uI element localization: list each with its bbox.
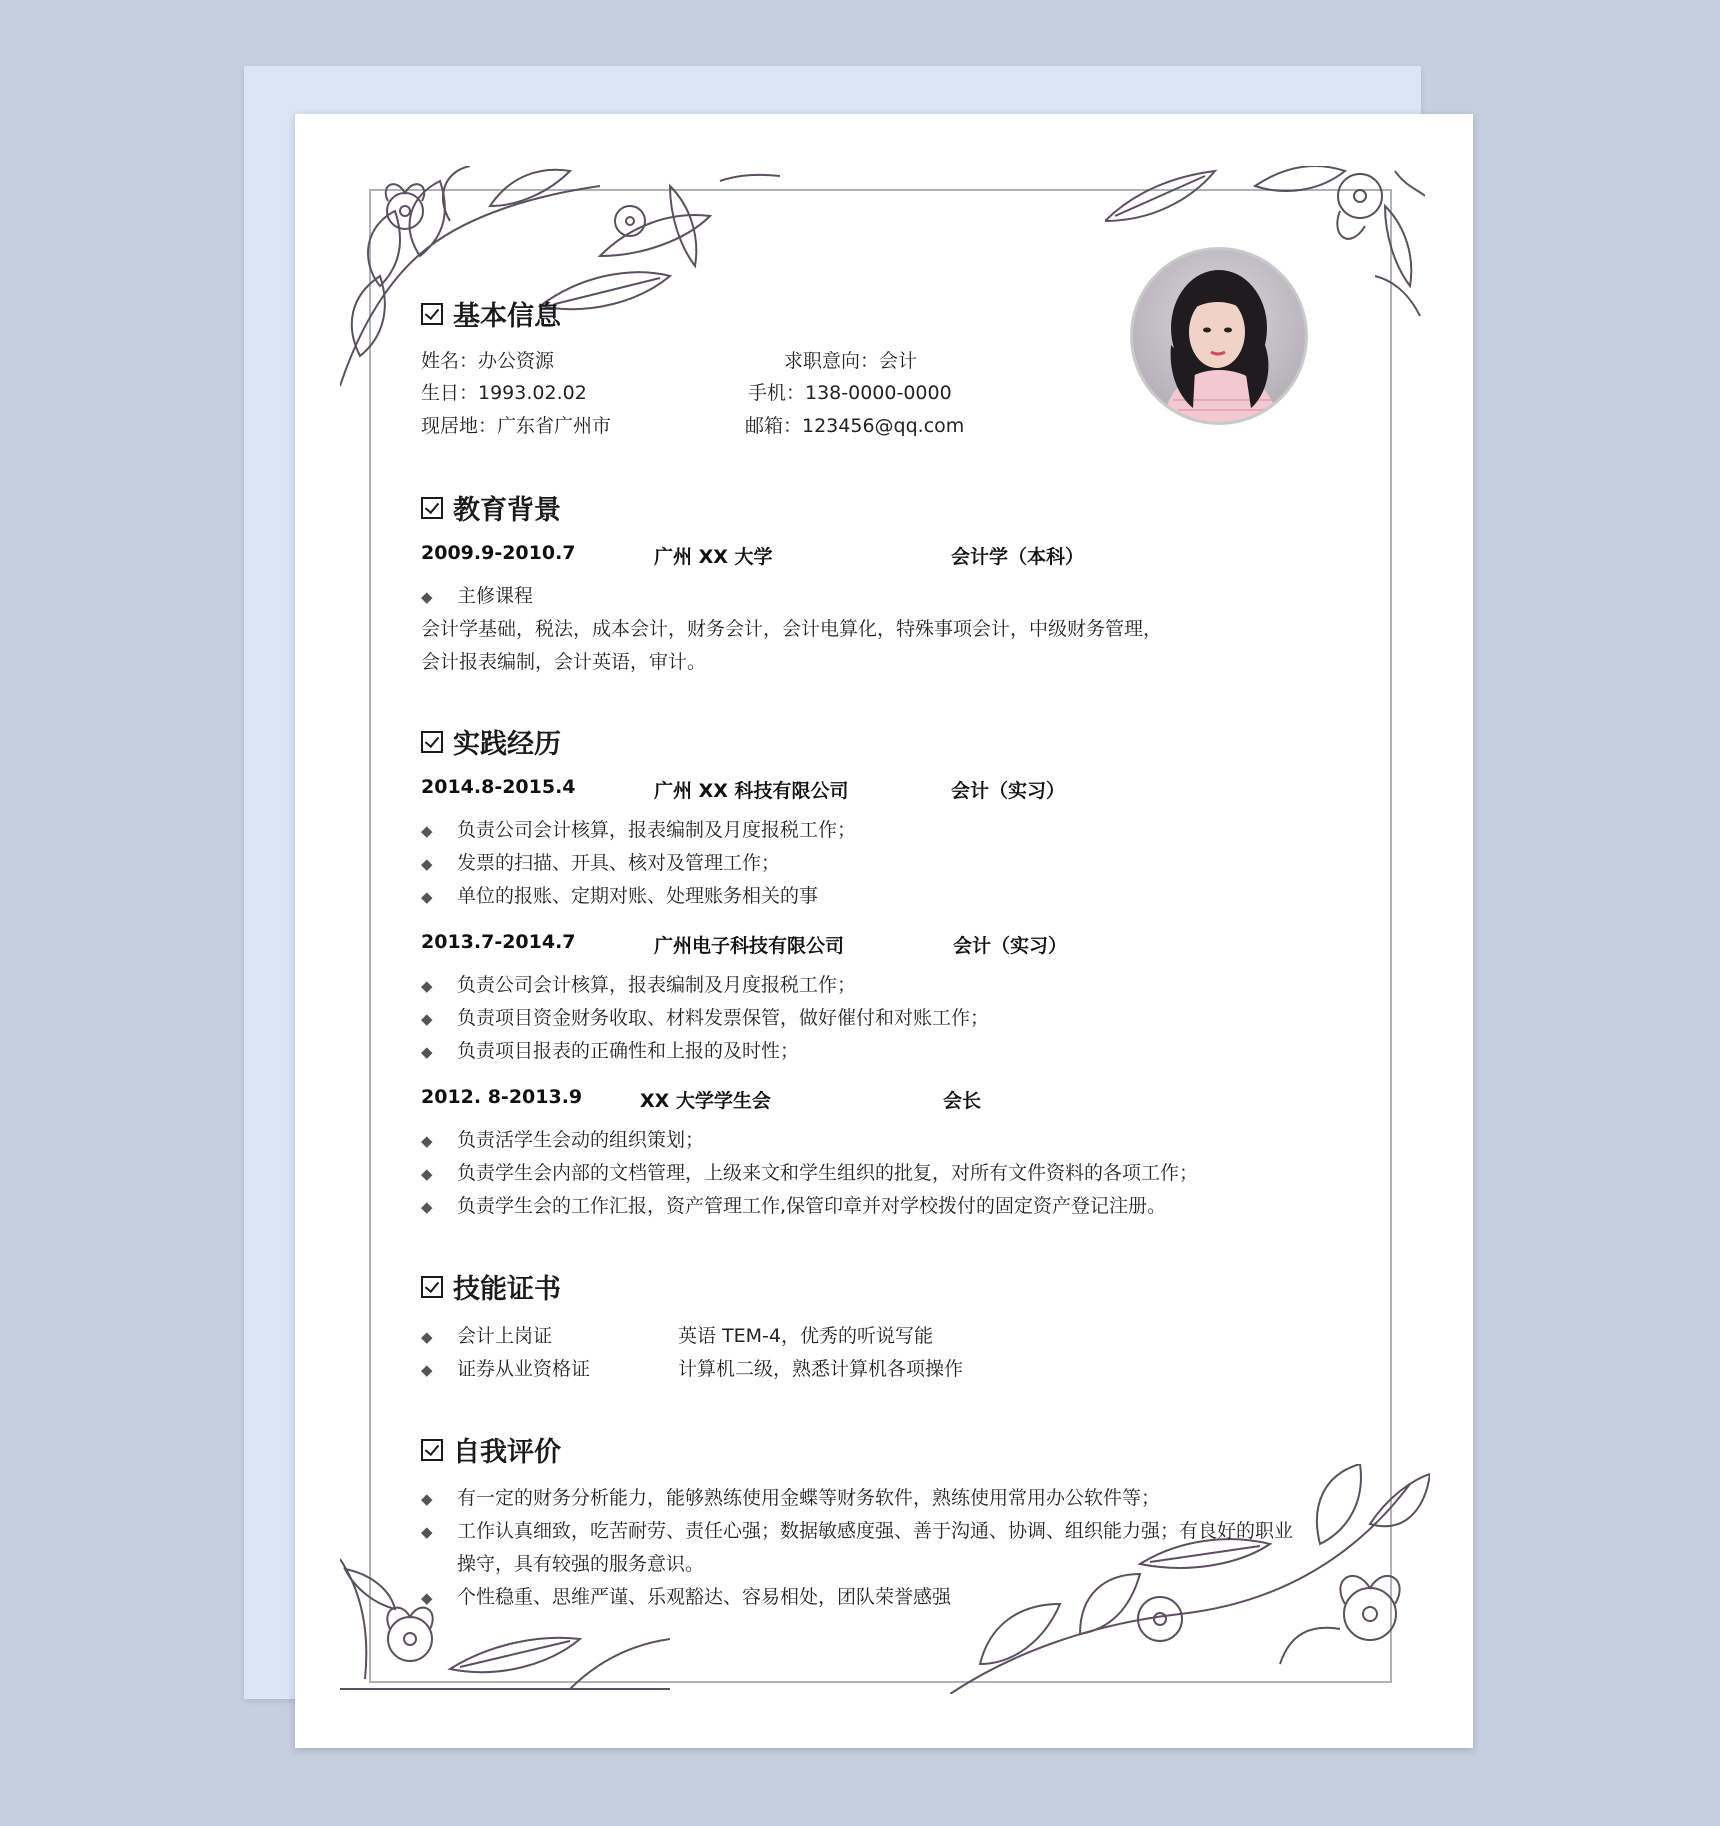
diamond-icon: ◆ bbox=[421, 1165, 433, 1183]
email-field: 邮箱：123456@qq.com bbox=[745, 415, 965, 437]
practice-org: XX 大学学生会 bbox=[640, 1090, 771, 1112]
diamond-icon: ◆ bbox=[421, 1490, 433, 1508]
name-field: 姓名：办公资源 bbox=[421, 350, 555, 372]
list-item: ◆ 发票的扫描、开具、核对及管理工作； bbox=[421, 852, 781, 874]
list-item: ◆ 负责公司会计核算，报表编制及月度报税工作； bbox=[421, 974, 857, 996]
section-self-evaluation bbox=[421, 1430, 561, 1469]
section-title: 技能证书 bbox=[453, 1274, 561, 1305]
section-practice bbox=[421, 722, 561, 761]
courses-line: 会计学基础，税法，成本会计，财务会计，会计电算化，特殊事项会计，中级财务管理， bbox=[421, 618, 1163, 640]
list-item: ◆ 个性稳重、思维严谨、乐观豁达、容易相处，团队荣誉感强 bbox=[421, 1586, 952, 1608]
courses-line: 会计报表编制，会计英语，审计。 bbox=[421, 651, 707, 673]
education-school: 广州 XX 大学 bbox=[654, 546, 773, 568]
practice-role: 会计（实习） bbox=[951, 780, 1066, 802]
section-title: 实践经历 bbox=[453, 729, 561, 760]
diamond-icon: ◆ bbox=[421, 1132, 433, 1150]
practice-role: 会长 bbox=[943, 1090, 982, 1112]
list-item: ◆ 工作认真细致，吃苦耐劳、责任心强；数据敏感度强、善于沟通、协调、组织能力强；有良好的职业 bbox=[421, 1520, 1294, 1542]
education-major: 会计学（本科） bbox=[951, 546, 1085, 568]
section-education bbox=[421, 488, 561, 527]
list-item: ◆ 会计上岗证 bbox=[421, 1325, 553, 1347]
list-item-continuation: 操守，具有较强的服务意识。 bbox=[457, 1553, 705, 1575]
checkbox-icon bbox=[421, 1439, 443, 1461]
list-item: ◆ 负责公司会计核算，报表编制及月度报税工作； bbox=[421, 819, 857, 841]
floral-top-left-decoration bbox=[340, 166, 780, 391]
resume-page bbox=[295, 114, 1473, 1748]
list-item: ◆ 主修课程 bbox=[421, 585, 534, 607]
list-item: ◆ 有一定的财务分析能力，能够熟练使用金蝶等财务软件，熟练使用常用办公软件等； bbox=[421, 1487, 1161, 1509]
diamond-icon: ◆ bbox=[421, 888, 433, 906]
list-item: ◆ 单位的报账、定期对账、处理账务相关的事 bbox=[421, 885, 819, 907]
diamond-icon: ◆ bbox=[421, 855, 433, 873]
skill-right: 计算机二级，熟悉计算机各项操作 bbox=[678, 1358, 964, 1380]
checkbox-icon bbox=[421, 1276, 443, 1298]
checkbox-icon bbox=[421, 731, 443, 753]
practice-period: 2014.8-2015.4 bbox=[421, 776, 576, 798]
section-title: 自我评价 bbox=[453, 1437, 561, 1468]
practice-period: 2012. 8-2013.9 bbox=[421, 1086, 583, 1108]
education-period: 2009.9-2010.7 bbox=[421, 542, 576, 564]
skill-right: 英语 TEM-4，优秀的听说写能 bbox=[678, 1325, 933, 1347]
list-item: ◆ 负责学生会内部的文档管理，上级来文和学生组织的批复，对所有文件资料的各项工作； bbox=[421, 1162, 1199, 1184]
practice-role: 会计（实习） bbox=[953, 935, 1068, 957]
section-title: 教育背景 bbox=[453, 495, 561, 526]
phone-field: 手机：138-0000-0000 bbox=[748, 382, 952, 404]
diamond-icon: ◆ bbox=[421, 1328, 433, 1346]
diamond-icon: ◆ bbox=[421, 1589, 433, 1607]
diamond-icon: ◆ bbox=[421, 588, 433, 606]
diamond-icon: ◆ bbox=[421, 1043, 433, 1061]
practice-org: 广州电子科技有限公司 bbox=[654, 935, 845, 957]
profile-photo bbox=[1130, 247, 1308, 425]
diamond-icon: ◆ bbox=[421, 1523, 433, 1541]
diamond-icon: ◆ bbox=[421, 1010, 433, 1028]
list-item: ◆ 证券从业资格证 bbox=[421, 1358, 591, 1380]
list-item: ◆ 负责项目报表的正确性和上报的及时性； bbox=[421, 1040, 800, 1062]
checkbox-icon bbox=[421, 497, 443, 519]
practice-org: 广州 XX 科技有限公司 bbox=[654, 780, 849, 802]
list-item: ◆ 负责项目资金财务收取、材料发票保管，做好催付和对账工作； bbox=[421, 1007, 990, 1029]
checkbox-icon bbox=[421, 303, 443, 325]
location-field: 现居地：广东省广州市 bbox=[421, 415, 612, 437]
section-basic-info bbox=[421, 294, 561, 333]
diamond-icon: ◆ bbox=[421, 822, 433, 840]
section-title: 基本信息 bbox=[453, 301, 561, 332]
list-item: ◆ 负责学生会的工作汇报，资产管理工作,保管印章并对学校拨付的固定资产登记注册。 bbox=[421, 1195, 1167, 1217]
birthday-field: 生日：1993.02.02 bbox=[421, 382, 587, 404]
diamond-icon: ◆ bbox=[421, 977, 433, 995]
section-skills bbox=[421, 1267, 561, 1306]
practice-period: 2013.7-2014.7 bbox=[421, 931, 576, 953]
diamond-icon: ◆ bbox=[421, 1198, 433, 1216]
job-intent-field: 求职意向：会计 bbox=[784, 350, 918, 372]
list-item: ◆ 负责活学生会动的组织策划； bbox=[421, 1129, 705, 1151]
diamond-icon: ◆ bbox=[421, 1361, 433, 1379]
